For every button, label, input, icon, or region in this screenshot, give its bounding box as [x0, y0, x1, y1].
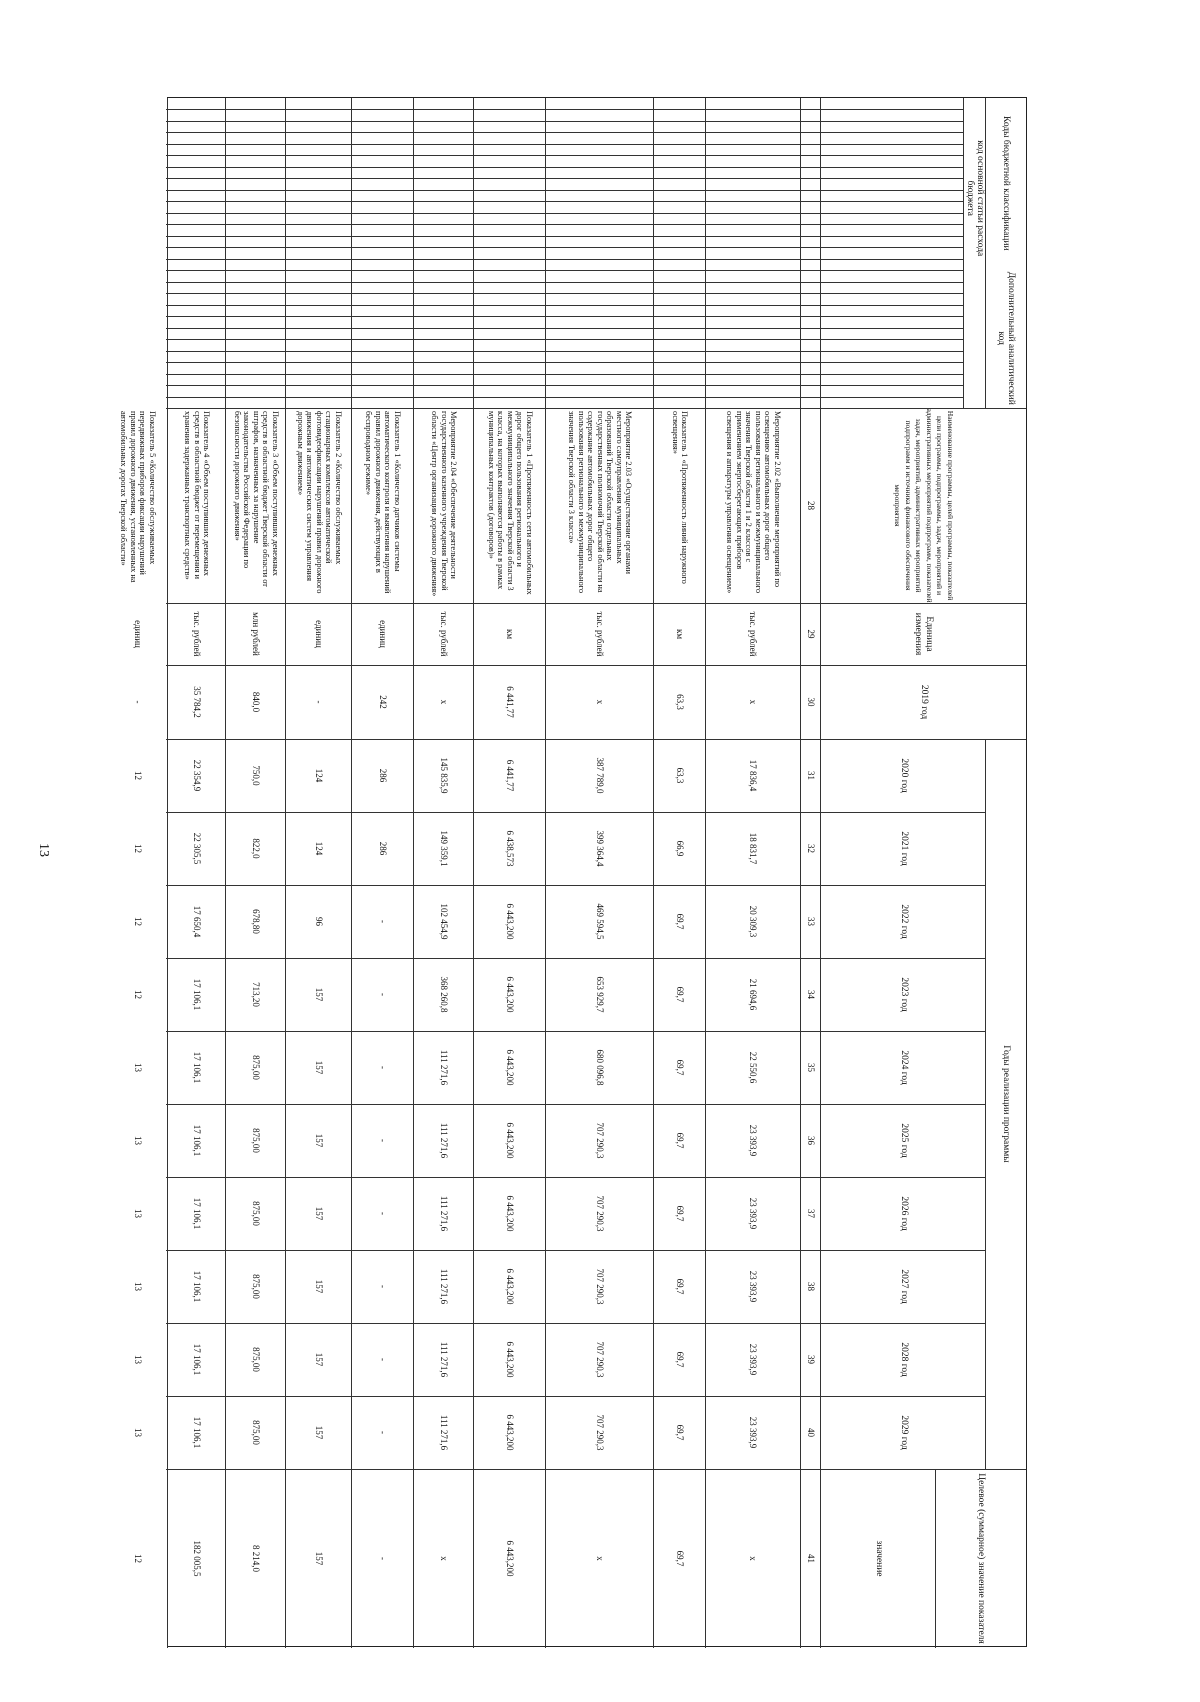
row-year-value: 69,7 [675, 986, 685, 1003]
header-year-2020: 2020 год [898, 758, 909, 793]
row-year-value: 469 594,5 [595, 903, 605, 940]
header-hline [820, 98, 821, 1648]
row-year-value: 387 789,0 [595, 757, 605, 794]
header-year-2023: 2023 год [898, 977, 909, 1012]
row-year-value: 17 106,1 [192, 1197, 202, 1230]
row-year-value: 6 443,200 [505, 1414, 515, 1451]
header-year-2022: 2022 год [898, 904, 909, 939]
header-year-2027: 2027 год [898, 1269, 909, 1304]
row-year-value: 12 [133, 917, 143, 926]
row-unit: единиц [314, 620, 324, 648]
row-target-value: х [748, 1556, 759, 1561]
row-year-value: 13 [133, 1136, 143, 1145]
row-base-value: 63,3 [675, 694, 685, 710]
row-year-value: 713,20 [251, 982, 261, 1007]
colnum-year: 37 [806, 1209, 816, 1218]
row-year-value: 63,3 [675, 767, 685, 784]
row-year-value: 20 309,3 [748, 905, 759, 938]
row-year-value: 6 443,200 [505, 976, 515, 1013]
row-year-value: 23 393,9 [748, 1416, 759, 1449]
program-indicators-table [119, 97, 1027, 1647]
row-year-value: 23 393,9 [748, 1197, 759, 1230]
row-year-value: 12 [133, 771, 143, 780]
row-year-value: 707 290,3 [595, 1414, 605, 1451]
colnum-target: 41 [806, 1554, 816, 1563]
row-year-value: 875,00 [251, 1347, 261, 1372]
header-year-2028: 2028 год [898, 1342, 909, 1377]
row-year-value: - [378, 1358, 388, 1361]
row-year-value: 157 [314, 1352, 324, 1367]
row-year-value: 399 364,4 [595, 830, 605, 867]
row-year-value: 875,00 [251, 1274, 261, 1299]
row-year-value: 6 438,573 [505, 830, 515, 867]
row-base-value: 35 784,2 [192, 686, 202, 718]
colnum-unit: 29 [806, 629, 816, 639]
row-year-value: 822,0 [251, 838, 261, 859]
row-target-value: 6 443,200 [505, 1540, 515, 1577]
row-year-value: 111 271,6 [439, 1122, 449, 1159]
colnum-year: 34 [806, 990, 816, 999]
row-year-value: 707 290,3 [595, 1341, 605, 1378]
row-base-value: х [439, 699, 449, 705]
header-hline [963, 98, 964, 408]
row-year-value: 6 443,200 [505, 1195, 515, 1232]
row-target-value: х [595, 1556, 605, 1561]
row-year-value: 23 393,9 [748, 1270, 759, 1303]
row-year-value: 96 [314, 917, 324, 926]
header-target-group: Целевое (суммарное) значение показателя [976, 1473, 987, 1644]
row-base-value: х [748, 699, 759, 705]
row-year-value: 680 096,8 [595, 1049, 605, 1086]
header-hline [985, 98, 986, 408]
row-year-value: 13 [133, 1355, 143, 1364]
row-year-value: 13 [133, 1282, 143, 1291]
row-year-value: 69,7 [675, 1424, 685, 1441]
row-year-value: 6 443,200 [505, 1341, 515, 1378]
row-year-value: - [378, 920, 388, 923]
row-name: Мероприятие 2.03 «Осуществление органами местного самоуправления муниципальных образований Тверской области отдельных государственных полномочий Тверской области на содержание автомобильных дорог общего пользования регионального и межмуниципального значения Тверской области 3 класса» [567, 411, 634, 594]
row-year-value: - [378, 993, 388, 996]
row-name: Мероприятие 2.04 «Обеспечение деятельности государственного казенного учреждения Тверской области «Центр организации дорожного движения» [430, 411, 459, 597]
header-hline [985, 739, 986, 1469]
row-year-value: - [378, 1431, 388, 1434]
row-year-value: 22 550,6 [748, 1051, 759, 1084]
row-target-value: 182 005,5 [192, 1540, 202, 1577]
row-year-value: 286 [378, 768, 388, 783]
row-target-value: 157 [314, 1551, 324, 1566]
row-target-value: х [439, 1556, 449, 1561]
row-base-value: 242 [378, 695, 388, 709]
row-year-value: 124 [314, 768, 324, 783]
colnum-year: 31 [806, 771, 816, 780]
rotated-table-container [119, 97, 1027, 1647]
row-unit: тыс. рублей [439, 611, 449, 657]
row-year-value: 111 271,6 [439, 1268, 449, 1305]
row-year-value: 157 [314, 1060, 324, 1075]
row-year-value: 17 106,1 [192, 1051, 202, 1084]
row-year-value: 157 [314, 1425, 324, 1440]
row-year-value: 707 290,3 [595, 1122, 605, 1159]
row-year-value: 157 [314, 1133, 324, 1148]
row-year-value: 69,7 [675, 1278, 685, 1295]
row-year-value: 368 260,8 [439, 976, 449, 1013]
row-year-value: - [378, 1285, 388, 1288]
row-unit: единиц [133, 620, 143, 648]
colnum-year: 35 [806, 1063, 816, 1072]
colnum-base: 30 [806, 697, 816, 707]
row-name: Показатель 2 «Количество обслуживаемых стационарных комплексов автоматической фотовидеофиксации нарушений правил дорожного движения и автоматических систем управления дорожным движением» [295, 411, 343, 594]
row-year-value: - [378, 1139, 388, 1142]
row-year-value: 17 650,4 [192, 905, 202, 938]
row-year-value: 124 [314, 841, 324, 856]
colnum-year: 38 [806, 1282, 816, 1291]
header-year-2025: 2025 год [898, 1123, 909, 1158]
row-base-value: х [595, 699, 605, 705]
header-unit: Единица измерения [913, 612, 934, 656]
row-year-value: 111 271,6 [439, 1341, 449, 1378]
row-year-value: 12 [133, 990, 143, 999]
row-year-value: 875,00 [251, 1055, 261, 1080]
row-year-value: 69,7 [675, 913, 685, 930]
row-year-value: 111 271,6 [439, 1414, 449, 1451]
row-year-value: 750,0 [251, 765, 261, 786]
row-year-value: 17 106,1 [192, 1270, 202, 1303]
row-base-value: - [314, 700, 324, 704]
header-base-year: 2019 год [918, 684, 929, 720]
row-year-value: 653 929,7 [595, 976, 605, 1013]
row-year-value: 13 [133, 1209, 143, 1218]
row-year-value: 17 106,1 [192, 978, 202, 1011]
row-name: Показатель 1 «Протяженность линий наружного освещения» [671, 411, 690, 584]
row-target-value: 12 [133, 1554, 143, 1563]
row-year-value: 18 831,7 [748, 832, 759, 865]
row-unit: тыс. рублей [595, 611, 605, 657]
row-year-value: 6 443,200 [505, 1122, 515, 1159]
colnum-year: 36 [806, 1136, 816, 1145]
page-number: 13 [36, 843, 51, 857]
row-year-value: 102 454,9 [439, 903, 449, 940]
row-name: Показатель 4 «Объем поступивших денежных средств в областной бюджет от перемещения и хранения задержанных транспортных средств» [183, 411, 212, 580]
row-unit: млн рублей [251, 612, 261, 656]
row-target-value: 8 214,0 [251, 1545, 261, 1572]
row-year-value: 875,00 [251, 1201, 261, 1226]
colnum-year: 40 [806, 1428, 816, 1437]
row-year-value: 66,9 [675, 840, 685, 857]
row-year-value: 13 [133, 1428, 143, 1437]
row-unit: тыс. рублей [192, 611, 202, 657]
row-name: Показатель 1 «Количество датчиков системы автоматического контроля и выявления нарушений правил дорожного движения, действующих в беспроводном режиме» [364, 411, 402, 594]
row-year-value: 111 271,6 [439, 1049, 449, 1086]
row-year-value: 875,00 [251, 1128, 261, 1153]
row-unit: тыс. рублей [748, 611, 759, 657]
row-year-value: 6 443,200 [505, 1268, 515, 1305]
row-year-value: 69,7 [675, 1351, 685, 1368]
row-unit: км [505, 628, 515, 640]
row-base-value: - [133, 700, 143, 704]
row-year-value: - [378, 1212, 388, 1215]
header-name: Наименование программы, целей программы, показателей цели программы, подпрограммы, задач, мероприятий и административных мероприятий подпрограмм, показателей задач, мероприятий, административных мероприятий подпрограмм и источника финансового обеспечения мероприятия [893, 408, 955, 603]
header-year-2024: 2024 год [898, 1050, 909, 1085]
row-name: Мероприятие 2.02 «Выполнение мероприятий по освещению автомобильных дорог общего пользования регионального и межмуниципального значения Тверской области 1 и 2 классов с применением энергосберегающих приборов освещения и аппаратуры управления освещением» [725, 411, 782, 594]
row-target-value: - [378, 1557, 388, 1560]
row-year-value: 21 694,6 [748, 978, 759, 1011]
row-year-value: 17 106,1 [192, 1343, 202, 1376]
row-target-value: 69,7 [675, 1550, 685, 1567]
row-year-value: 23 393,9 [748, 1124, 759, 1157]
row-year-value: 157 [314, 1279, 324, 1294]
row-year-value: 6 443,200 [505, 903, 515, 940]
row-year-value: 145 835,9 [439, 757, 449, 794]
row-year-value: 69,7 [675, 1205, 685, 1222]
row-unit: единиц [378, 620, 388, 648]
row-base-value: 840,0 [251, 691, 261, 713]
row-year-value: 157 [314, 1206, 324, 1221]
row-name: Показатель 1 «Протяженность сети автомобильных дорог общего пользования регионального и межмуниципального значения Тверской области 3 класса, на которых выполняются работы в рамках муниципальных контрактов (договоров)» [486, 411, 534, 595]
row-year-value: 707 290,3 [595, 1268, 605, 1305]
row-year-value: 13 [133, 1063, 143, 1072]
row-unit: км [675, 628, 685, 640]
row-year-value: 17 106,1 [192, 1416, 202, 1449]
row-year-value: 6 441,77 [505, 759, 515, 792]
row-year-value: 23 393,9 [748, 1343, 759, 1376]
colnum-year: 33 [806, 917, 816, 926]
header-target-sub: значение [873, 1540, 884, 1577]
row-year-value: 707 290,3 [595, 1195, 605, 1232]
header-analytic-group: Дополнительный аналитический код [996, 271, 1017, 405]
header-years-group: Годы реализации программы [1001, 1045, 1012, 1163]
row-year-value: 111 271,6 [439, 1195, 449, 1232]
header-year-2026: 2026 год [898, 1196, 909, 1231]
header-bk-group: Коды бюджетной классификации [1001, 115, 1012, 251]
header-hline [935, 1469, 936, 1648]
row-year-value: 286 [378, 841, 388, 856]
row-year-value: 69,7 [675, 1059, 685, 1076]
row-year-value: 12 [133, 844, 143, 853]
header-bk-subgroup: код основной статьи расхода бюджета [965, 140, 986, 257]
row-year-value: 17 106,1 [192, 1124, 202, 1157]
row-year-value: 6 443,200 [505, 1049, 515, 1086]
header-year-2029: 2029 год [898, 1415, 909, 1450]
row-base-value: 6 441,77 [505, 686, 515, 718]
row-year-value: 875,00 [251, 1420, 261, 1445]
row-year-value: - [378, 1066, 388, 1069]
row-name: Показатель 5 «Количество обслуживаемых передвижных приборов фиксации нарушений правил дорожного движения, установленных на автомобильных дорогах Тверской области» [119, 411, 157, 583]
row-year-value: 69,7 [675, 1132, 685, 1149]
colnum-year: 32 [806, 844, 816, 853]
row-year-value: 17 836,4 [748, 759, 759, 792]
header-year-2021: 2021 год [898, 831, 909, 866]
colnum-name: 28 [806, 501, 816, 510]
row-year-value: 22 354,9 [192, 759, 202, 792]
row-year-value: 678,80 [251, 909, 261, 934]
colnum-year: 39 [806, 1355, 816, 1364]
row-year-value: 149 359,1 [439, 830, 449, 867]
row-name: Показатель 3 «Объем поступивших денежных средств в областной бюджет Тверской области от штрафов, назначенных за нарушение законодательства Российской Федерации по безопасности дорожного движения» [232, 411, 280, 587]
row-year-value: 22 305,5 [192, 832, 202, 865]
row-year-value: 157 [314, 987, 324, 1002]
